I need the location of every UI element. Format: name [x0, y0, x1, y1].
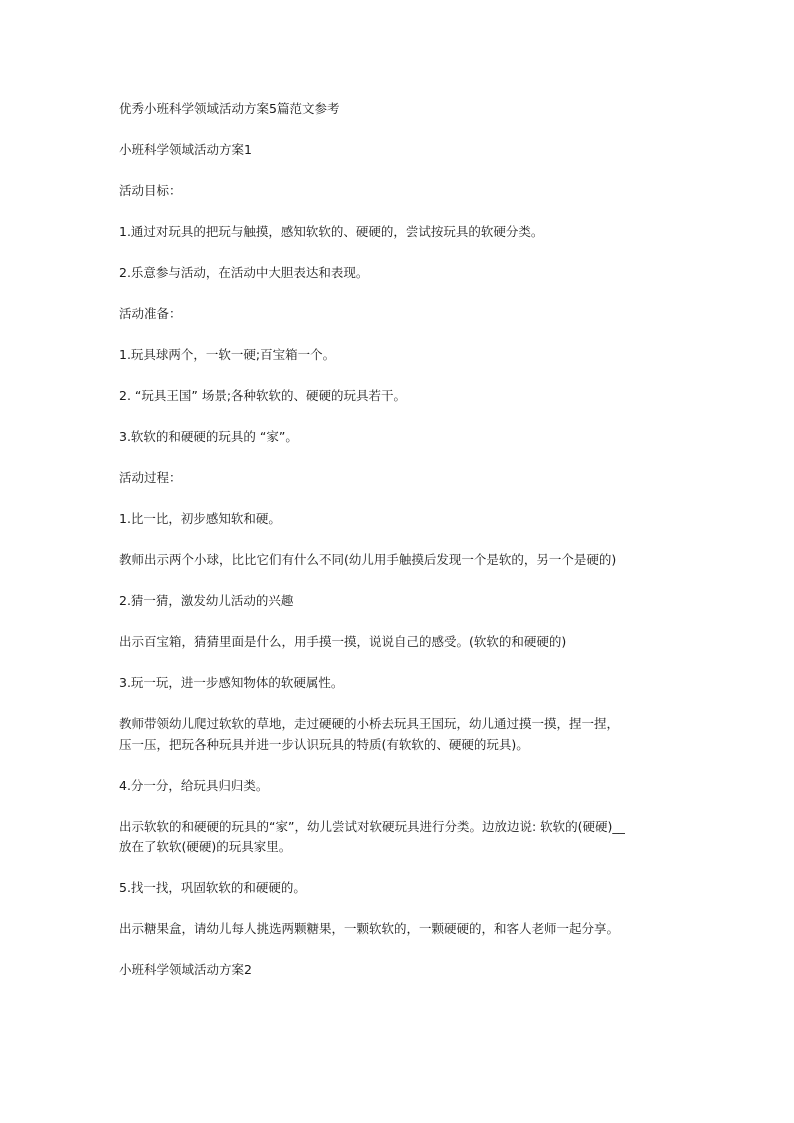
step-1: 1.比一比，初步感知软和硬。	[119, 511, 281, 526]
process-label: 活动过程：	[119, 470, 182, 485]
step-4: 4.分一分，给玩具归归类。	[119, 777, 269, 793]
prep-item-1: 1.玩具球两个，一软一硬;百宝箱一个。	[119, 347, 336, 362]
step-5-description: 出示糖果盒，请幼儿每人挑选两颗糖果，一颗软软的，一颗硬硬的，和客人老师一起分享。	[119, 921, 620, 936]
goal-item-1: 1.通过对玩具的把玩与触摸，感知软软的、硬硬的，尝试按玩具的软硬分类。	[119, 224, 544, 239]
step-5: 5.找一找，巩固软软的和硬硬的。	[119, 880, 306, 895]
step-4-description-line-2: 放在了软软(硬硬)的玩具家里。	[119, 839, 292, 854]
prep-label: 活动准备：	[119, 306, 182, 321]
step-3-description	[119, 714, 679, 755]
goal-item-2: 2.乐意参与活动，在活动中大胆表达和表现。	[119, 265, 369, 280]
step-2-description: 出示百宝箱，猜猜里面是什么，用手摸一摸，说说自己的感受。(软软的和硬硬的)	[119, 634, 567, 649]
document-title: 优秀小班科学领域活动方案5篇范文参考	[119, 101, 340, 116]
step-3-description-line-2: 压一压，把玩各种玩具并进一步认识玩具的特质(有软软的、硬硬的玩具)。	[119, 736, 529, 752]
prep-item-2: 2. “玩具王国” 场景;各种软软的、硬硬的玩具若干。	[119, 388, 407, 403]
section-heading-2: 小班科学领域活动方案2	[119, 962, 252, 977]
section-heading-1: 小班科学领域活动方案1	[119, 142, 252, 157]
step-2: 2.猜一猜，激发幼儿活动的兴趣	[119, 593, 294, 608]
step-4-description-line-1: 出示软软的和硬硬的玩具的“家”，幼儿尝试对软硬玩具进行分类。边放边说: 软软的(硬硬)__	[119, 818, 625, 834]
document-body	[119, 99, 679, 981]
goals-label: 活动目标：	[119, 183, 182, 198]
step-4-description	[119, 817, 679, 858]
step-1-description: 教师出示两个小球，比比它们有什么不同(幼儿用手触摸后发现一个是软的，另一个是硬的)	[119, 552, 617, 567]
step-3: 3.玩一玩，进一步感知物体的软硬属性。	[119, 675, 344, 690]
prep-item-3: 3.软软的和硬硬的玩具的 “家”。	[119, 429, 298, 444]
step-3-description-line-1: 教师带领幼儿爬过软软的草地，走过硬硬的小桥去玩具王国玩，幼儿通过摸一摸，捏一捏，	[119, 716, 620, 731]
